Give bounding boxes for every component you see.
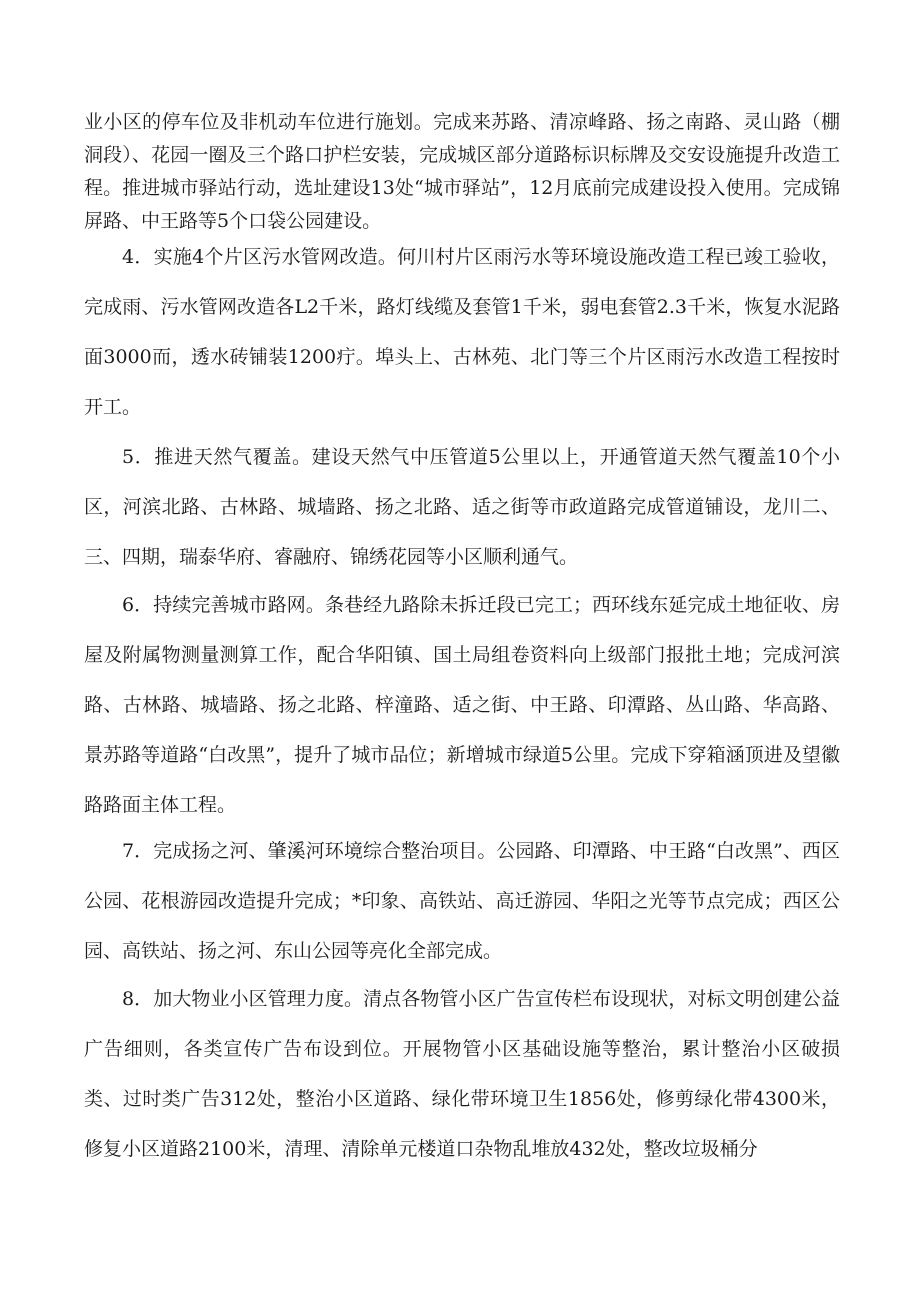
paragraph-item-6: 6．持续完善城市路网。条巷经九路除未拆迁段已完工；西环线东延完成土地征收、房屋及附属物测量测算工作，配合华阳镇、国土局组卷资料向上级部门报批土地；完成河滨路、古林路、城墙路、扬之北路、梓潼路、适之街、中王路、印潭路、丛山路、华高路、景苏路等道路“白改黑”，提升了城市品位；新增城市绿道5公里。完成下穿箱涵顶进及望徽路路面主体工程。 bbox=[84, 594, 840, 816]
paragraph-item-8: 8．加大物业小区管理力度。清点各物管小区广告宣传栏布设现状，对标文明创建公益广告细则，各类宣传广告布设到位。开展物管小区基础设施等整治，累计整治小区破损类、过时类广告312处，整治小区道路、绿化带环境卫生1856处，修剪绿化带4300米，修复小区道路2100米，清理、清除单元楼道口杂物乱堆放432处，整改垃圾桶分 bbox=[84, 988, 840, 1160]
paragraph-item-5: 5．推进天然气覆盖。建设天然气中压管道5公里以上，开通管道天然气覆盖10个小区，河滨北路、古林路、城墙路、扬之北路、适之街等市政道路完成管道铺设，龙川二、三、四期，瑞泰华府、睿融府、锦绣花园等小区顺利通气。 bbox=[84, 446, 840, 568]
paragraph-item-4: 4．实施4个片区污水管网改造。何川村片区雨污水等环境设施改造工程已竣工验收，完成雨、污水管网改造各L2千米，路灯线缆及套管1千米，弱电套管2.3千米，恢复水泥路面3000而，透水砖铺装1200疔。埠头上、古林苑、北门等三个片区雨污水改造工程按时开工。 bbox=[84, 246, 840, 418]
paragraph-item-7: 7．完成扬之河、肇溪河环境综合整治项目。公园路、印潭路、中王路“白改黑”、西区公园、花根游园改造提升完成；*印象、高铁站、高迁游园、华阳之光等节点完成；西区公园、高铁站、扬之河、东山公园等亮化全部完成。 bbox=[84, 840, 840, 962]
intro-paragraph: 业小区的停车位及非机动车位进行施划。完成来苏路、清凉峰路、扬之南路、灵山路（棚洞段）、花园一圈及三个路口护栏安装，完成城区部分道路标识标牌及交安设施提升改造工程。推进城市驿站行动，选址建设13处“城市驿站”，12月底前完成建设投入使用。完成锦屏路、中王路等5个口袋公园建设。 bbox=[84, 111, 840, 232]
